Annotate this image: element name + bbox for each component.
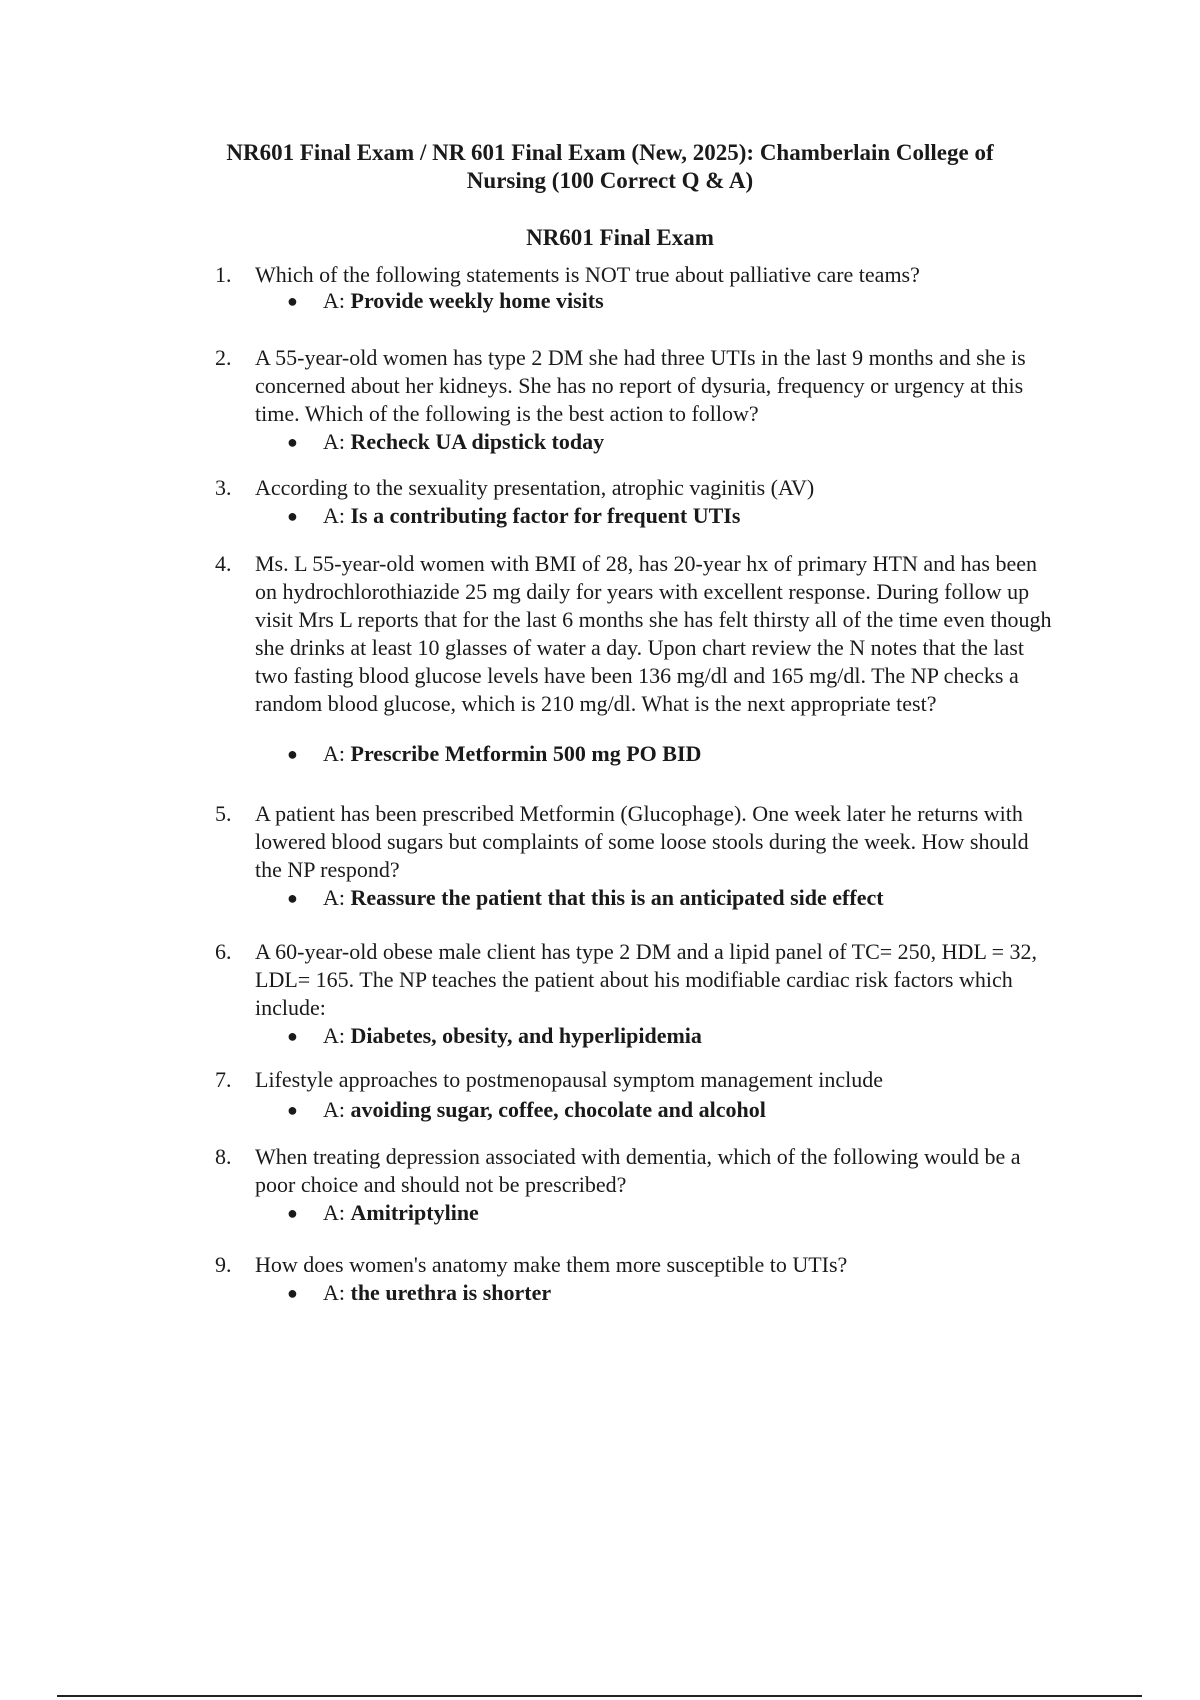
bullet-icon: ● [287, 291, 298, 311]
answer-line [287, 884, 1047, 912]
question-text: A 55-year-old women has type 2 DM she had three UTIs in the last 9 months and she is concerned about her kidneys. She has no report of dysuria, frequency or urgency at this time. Which of the following is the best action to follow? [255, 345, 1026, 426]
answer-text: avoiding sugar, coffee, chocolate and alcohol [350, 1097, 766, 1122]
question-text: When treating depression associated with dementia, which of the following would be a poor choice and should not be prescribed? [255, 1144, 1021, 1197]
answer-prefix: A: [323, 288, 345, 313]
question-number: 2. [215, 345, 232, 370]
answer-prefix: A: [323, 1023, 345, 1048]
document-title: NR601 Final Exam / NR 601 Final Exam (New, 2025): Chamberlain College of Nursing (100 Correct Q & A) [226, 140, 994, 193]
question-text: Lifestyle approaches to postmenopausal symptom management include [255, 1067, 884, 1092]
bullet-icon: ● [287, 744, 298, 764]
answer-prefix: A: [323, 503, 345, 528]
answer-line [287, 1096, 1047, 1124]
question-text: Which of the following statements is NOT true about palliative care teams? [255, 262, 920, 287]
answer-text: the urethra is shorter [350, 1280, 552, 1305]
answer-line [287, 502, 1047, 530]
answer-line [287, 428, 1047, 456]
answer-line [287, 1279, 1047, 1307]
answer-text: Is a contributing factor for frequent UTIs [350, 503, 741, 528]
answer-text: Provide weekly home visits [350, 288, 604, 313]
question-text: According to the sexuality presentation, atrophic vaginitis (AV) [255, 475, 815, 500]
answer-line [287, 740, 1047, 768]
question-number: 8. [215, 1144, 232, 1169]
bullet-icon: ● [287, 888, 298, 908]
question-number: 7. [215, 1067, 232, 1092]
bullet-icon: ● [287, 1283, 298, 1303]
section-heading: NR601 Final Exam [526, 225, 714, 250]
answer-line [287, 1199, 1047, 1227]
footer-divider [57, 1695, 1142, 1697]
question-number: 1. [215, 262, 232, 287]
question-number: 9. [215, 1252, 232, 1277]
question-number: 5. [215, 801, 232, 826]
bullet-icon: ● [287, 1026, 298, 1046]
bullet-icon: ● [287, 506, 298, 526]
answer-text: Recheck UA dipstick today [350, 429, 605, 454]
answer-line [287, 1022, 1047, 1050]
answer-text: Prescribe Metformin 500 mg PO BID [350, 741, 702, 766]
bullet-icon: ● [287, 1203, 298, 1223]
answer-prefix: A: [323, 1280, 345, 1305]
question-number: 4. [215, 551, 232, 576]
question-text: A patient has been prescribed Metformin (Glucophage). One week later he returns with lowered blood sugars but complaints of some loose stools during the week. How should the NP respond? [255, 801, 1029, 882]
answer-prefix: A: [323, 1097, 345, 1122]
answer-prefix: A: [323, 429, 345, 454]
question-text: Ms. L 55-year-old women with BMI of 28, has 20-year hx of primary HTN and has been on hydrochlorothiazide 25 mg daily for years with excellent response. During follow up visit Mrs L reports that for the last 6 months she has felt thirsty all of the time even though she drinks at least 10 glasses of water a day. Upon chart review the N notes that the last two fasting blood glucose levels have been 136 mg/dl and 165 mg/dl. The NP checks a random blood glucose, which is 210 mg/dl. What is the next appropriate test? [255, 551, 1052, 716]
answer-prefix: A: [323, 1200, 345, 1225]
answer-text: Reassure the patient that this is an anticipated side effect [350, 885, 884, 910]
question-number: 6. [215, 939, 232, 964]
answer-line [287, 287, 1047, 315]
question-text: How does women's anatomy make them more susceptible to UTIs? [255, 1252, 848, 1277]
answer-text: Diabetes, obesity, and hyperlipidemia [350, 1023, 702, 1048]
bullet-icon: ● [287, 432, 298, 452]
question-number: 3. [215, 475, 232, 500]
question-text: A 60-year-old obese male client has type 2 DM and a lipid panel of TC= 250, HDL = 32, LDL= 165. The NP teaches the patient about his modifiable cardiac risk factors which include: [255, 939, 1037, 1020]
answer-prefix: A: [323, 741, 345, 766]
answer-text: Amitriptyline [350, 1200, 479, 1225]
answer-prefix: A: [323, 885, 345, 910]
bullet-icon: ● [287, 1100, 298, 1120]
